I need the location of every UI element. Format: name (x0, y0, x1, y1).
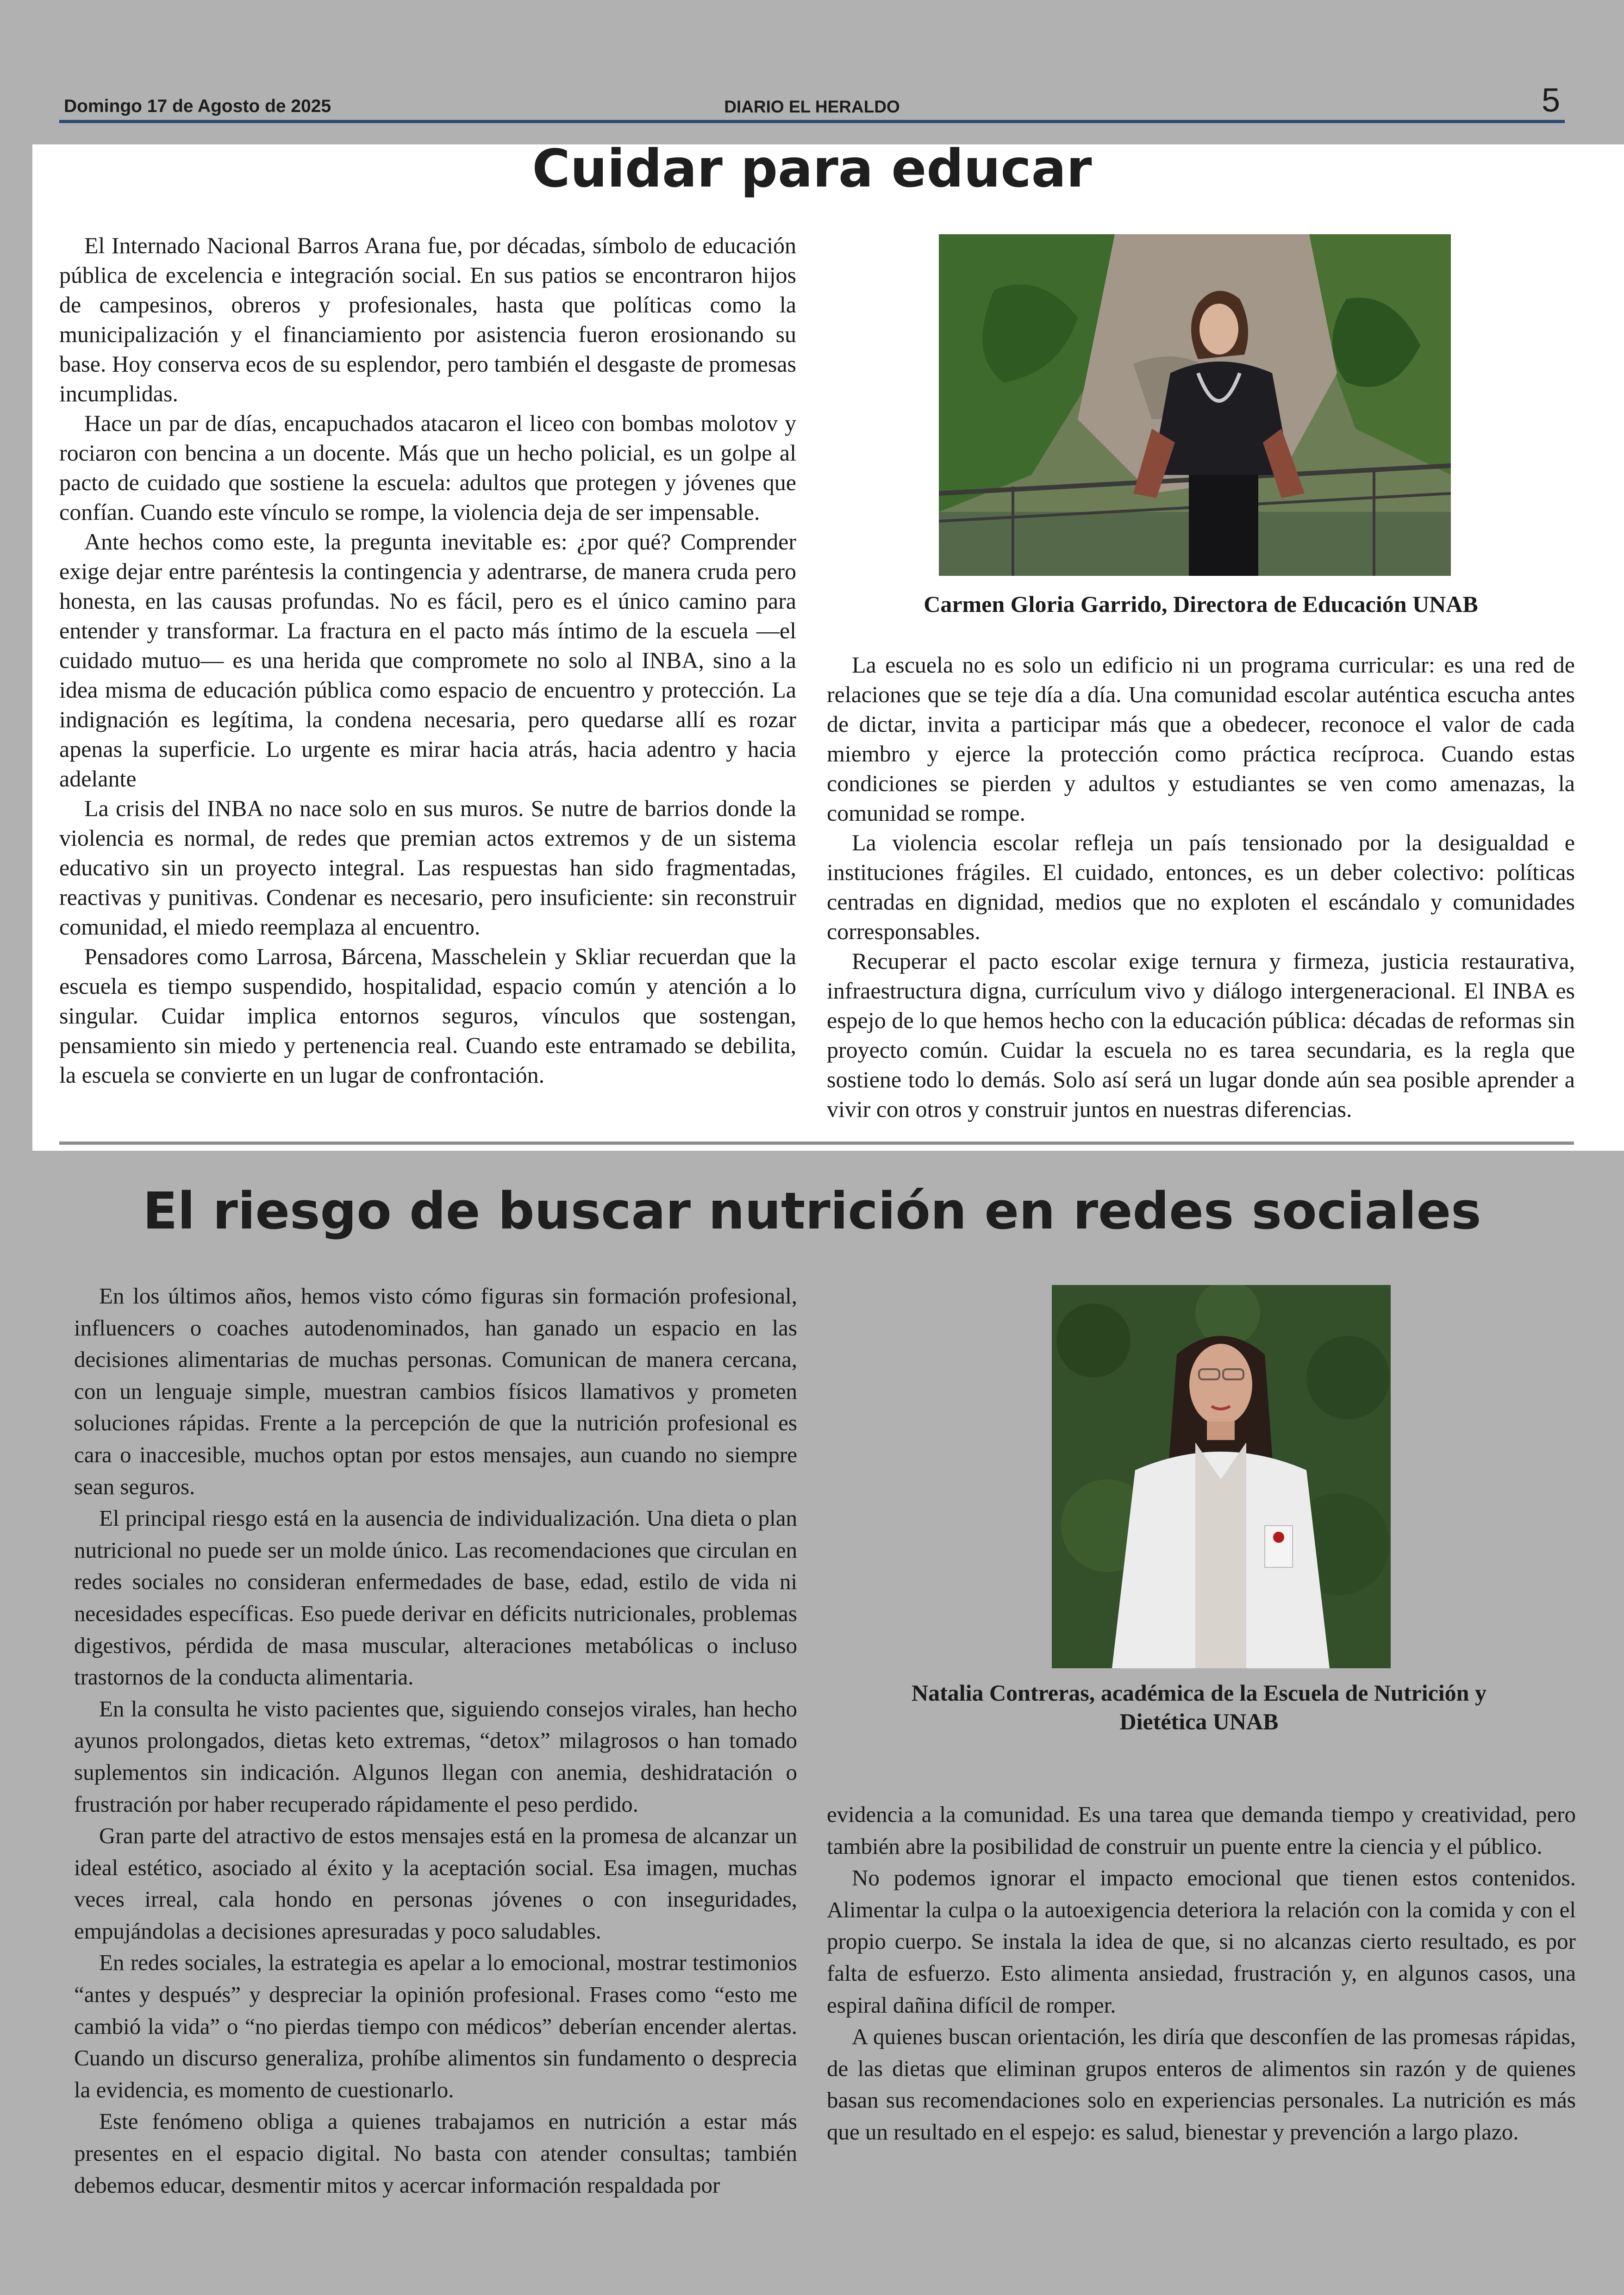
photo-illustration (1052, 1285, 1391, 1668)
article2-photo-caption: Natalia Contreras, académica de la Escuela de Nutrición y Dietética UNAB (912, 1680, 1487, 1734)
portrait-photo-carmen-gloria-garrido (939, 234, 1451, 576)
article2-right-column (827, 1799, 1576, 2148)
article2-title: El riesgo de buscar nutrición en redes sociales (143, 1181, 1481, 1241)
article2-paragraph: A quienes buscan orientación, les diría que desconfíen de las promesas rápidas, de las dietas que eliminan grupos enteros de alimentos sin razón y de quienes basan sus recomendaciones solo en experiencias personales. La nutrición es más que un resultado en el espejo: es salud, bienestar y prevención a largo plazo. (827, 2024, 1576, 2145)
article1-paragraph: Hace un par de días, encapuchados atacaron el liceo con bombas molotov y rociaron con bencina a un docente. Más que un hecho policial, es un golpe al pacto de cuidado que sostiene la escuela: adultos que protegen y jóvenes que confían. Cuando este vínculo se rompe, la violencia deja de ser impensable. (59, 410, 796, 525)
header-page-number: 5 (1541, 82, 1560, 119)
article1-photo-caption: Carmen Gloria Garrido, Directora de Educación UNAB (924, 591, 1478, 617)
article2-paragraph-continuation: evidencia a la comunidad. Es una tarea que demanda tiempo y creatividad, pero también abre la posibilidad de construir un puente entre la ciencia y el público. (827, 1802, 1576, 1859)
article2-paragraph: En la consulta he visto pacientes que, siguiendo consejos virales, han hecho ayunos prolongados, dietas keto extremas, “detox” milagrosos o han tomado suplementos sin indicación. Algunos llegan con anemia, deshidratación o frustración por haber recuperado rápidamente el peso perdido. (74, 1696, 797, 1817)
article1-title: Cuidar para educar (532, 139, 1092, 199)
article1-paragraph: Pensadores como Larrosa, Bárcena, Masschelein y Skliar recuerdan que la escuela es tiempo suspendido, hospitalidad, espacio común y atención a lo singular. Cuidar implica entornos seguros, vínculos que sostengan, pensamiento sin miedo y pertenencia real. Cuando este entramado se debilita, la escuela se convierte en un lugar de confrontación. (59, 943, 796, 1088)
article1-paragraph: Ante hechos como este, la pregunta inevitable es: ¿por qué? Comprender exige dejar entre paréntesis la contingencia y adentrarse, de manera cruda pero honesta, en las causas profundas. No es fácil, pero es el único camino para entender y transformar. La fractura en el pacto más íntimo de la escuela —el cuidado mutuo— es una herida que compromete no solo al INBA, sino a la idea misma de educación pública como espacio de encuentro y protección. La indignación es legítima, la condena necesaria, pero quedarse allí es rozar apenas la superficie. Lo urgente es mirar hacia atrás, hacia adentro y hacia adelante (59, 529, 796, 792)
header-rule (59, 120, 1565, 123)
page-header (59, 81, 1565, 123)
article2-paragraph: El principal riesgo está en la ausencia de individualización. Una dieta o plan nutricional no puede ser un molde único. Las recomendaciones que circulan en redes sociales no consideran enfermedades de base, edad, estilo de vida ni necesidades específicas. Eso puede derivar en déficits nutricionales, problemas digestivos, pérdida de masa muscular, alteraciones metabólicas o incluso trastornos de la conducta alimentaria. (74, 1505, 797, 1690)
portrait-photo-natalia-contreras (1052, 1285, 1391, 1668)
article1-left-column (59, 231, 796, 1090)
article2-paragraph: No podemos ignorar el impacto emocional que tienen estos contenidos. Alimentar la culpa o la autoexigencia deteriora la relación con la comida y con el propio cuerpo. Se instala la idea de que, si no alcanzas cierto resultado, es por falta de esfuerzo. Esto alimenta ansiedad, frustración y, en algunos casos, una espiral dañina difícil de romper. (827, 1865, 1576, 2018)
article1-paragraph: La escuela no es solo un edificio ni un programa curricular: es una red de relaciones que se teje día a día. Una comunidad escolar auténtica escucha antes de dictar, invita a participar más que a obedecer, reconoce el valor de cada miembro y ejerce la protección como práctica recíproca. Cuando estas condiciones se pierden y adultos y estudiantes se ven como amenazas, la comunidad se rompe. (827, 652, 1575, 826)
photo-illustration (939, 234, 1451, 576)
article2-paragraph: En redes sociales, la estrategia es apelar a lo emocional, mostrar testimonios “antes y después” y despreciar la opinión profesional. Frases como “esto me cambió la vida” o “no pierdas tiempo con médicos” deberían encender alertas. Cuando un discurso generaliza, prohíbe alimentos sin fundamento o desprecia la evidencia, es momento de cuestionarlo. (74, 1950, 797, 2102)
article1-paragraph: La violencia escolar refleja un país tensionado por la desigualdad e instituciones frágiles. El cuidado, entonces, es un deber colectivo: políticas centradas en dignidad, medios que no exploten el escándalo y comunidades corresponsables. (827, 829, 1575, 944)
article-divider (59, 1141, 1574, 1145)
article2-paragraph: En los últimos años, hemos visto cómo figuras sin formación profesional, influencers o coaches autodenominados, han ganado un espacio en las decisiones alimentarias de muchas personas. Comunican de manera cercana, con un lenguaje simple, muestran cambios físicos llamativos y prometen soluciones rápidas. Frente a la percepción de que la nutrición profesional es cara o inaccesible, muchos optan por estos mensajes, aun cuando no siempre sean seguros. (74, 1283, 797, 1499)
article1-right-column (827, 650, 1575, 1124)
article1-paragraph: El Internado Nacional Barros Arana fue, por décadas, símbolo de educación pública de excelencia e integración social. En sus patios se encontraron hijos de campesinos, obreros y profesionales, hasta que políticas como la municipalización y el financiamiento por asistencia fueron erosionando su base. Hoy conserva ecos de su esplendor, pero también el desgaste de promesas incumplidas. (59, 232, 796, 406)
article2-left-column (74, 1280, 797, 2201)
header-date: Domingo 17 de Agosto de 2025 (64, 96, 331, 116)
header-newspaper-name: DIARIO EL HERALDO (724, 97, 900, 116)
article1-paragraph: Recuperar el pacto escolar exige ternura y firmeza, justicia restaurativa, infraestructura digna, currículum vivo y diálogo intergeneracional. El INBA es espejo de lo que hemos hecho con la educación pública: décadas de reformas sin proyecto común. Cuidar la escuela no es tarea secundaria, es la regla que sostiene todo lo demás. Solo así será un lugar donde aún sea posible aprender a vivir con otros y construir juntos en nuestras diferencias. (827, 948, 1575, 1122)
article2-paragraph: Este fenómeno obliga a quienes trabajamos en nutrición a estar más presentes en el espacio digital. No basta con atender consultas; también debemos educar, desmentir mitos y acercar información respaldada por (74, 2108, 797, 2198)
article1-paragraph: La crisis del INBA no nace solo en sus muros. Se nutre de barrios donde la violencia es normal, de redes que premian actos extremos y de un sistema educativo sin un proyecto integral. Las respuestas han sido fragmentadas, reactivas y punitivas. Condenar es necesario, pero insuficiente: sin reconstruir comunidad, el miedo reemplaza al encuentro. (59, 795, 796, 940)
article2-paragraph: Gran parte del atractivo de estos mensajes está en la promesa de alcanzar un ideal estético, asociado al éxito y la aceptación social. Esa imagen, muchas veces irreal, cala hondo en personas jóvenes o con inseguridades, empujándolas a decisiones apresuradas y poco saludables. (74, 1823, 797, 1944)
